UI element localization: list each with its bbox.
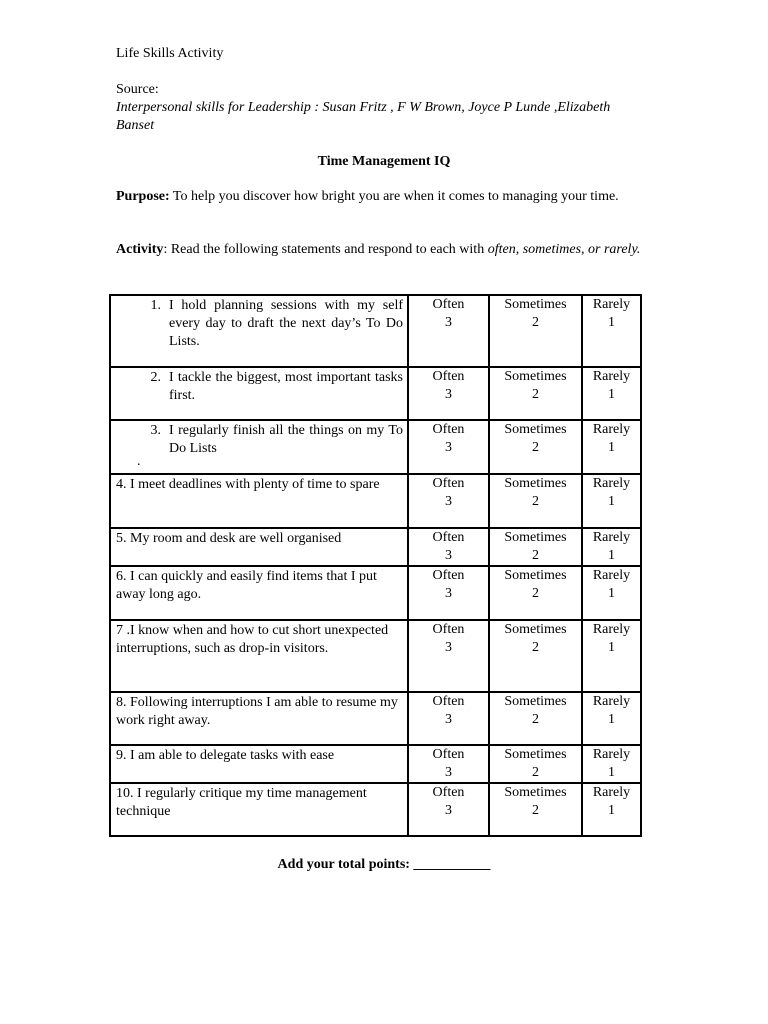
question-number: 1. — [150, 298, 161, 313]
question-row — [110, 692, 641, 745]
option-often-cell[interactable] — [408, 367, 489, 420]
activity-paragraph — [116, 241, 646, 259]
question-text: I hold planning sessions with my self every day to draft the next day’s To Do Lists. — [169, 298, 403, 349]
activity-label: Activity — [116, 242, 164, 257]
option-points: 3 — [445, 440, 452, 455]
option-points: 1 — [608, 548, 615, 563]
option-sometimes-cell[interactable] — [489, 692, 582, 745]
option-points: 2 — [532, 765, 539, 780]
option-sometimes-cell[interactable] — [489, 295, 582, 367]
question-text: 5. My room and desk are well organised — [116, 531, 342, 546]
option-often-cell[interactable] — [408, 692, 489, 745]
question-cell — [110, 566, 408, 620]
option-label: Rarely — [592, 422, 631, 437]
option-points: 3 — [445, 315, 452, 330]
option-points: 3 — [445, 803, 452, 818]
question-cell — [110, 367, 408, 420]
option-often-cell[interactable] — [408, 295, 489, 367]
source-citation: Interpersonal skills for Leadership : Susan Fritz , F W Brown, Joyce P Lunde ,Elizabeth Banset — [116, 100, 611, 133]
option-label: Sometimes — [504, 785, 567, 800]
option-points: 1 — [608, 440, 615, 455]
question-row — [110, 528, 641, 566]
question-row — [110, 420, 641, 474]
option-points: 3 — [445, 586, 452, 601]
option-rarely-cell[interactable] — [582, 295, 641, 367]
option-rarely-cell[interactable] — [582, 745, 641, 783]
option-points: 3 — [445, 387, 452, 402]
option-points: 1 — [608, 803, 615, 818]
option-label: Often — [432, 568, 465, 583]
question-text: I regularly finish all the things on my To Do Lists — [169, 423, 403, 456]
option-points: 1 — [608, 494, 615, 509]
question-row — [110, 566, 641, 620]
option-often-cell[interactable] — [408, 566, 489, 620]
option-label: Sometimes — [504, 568, 567, 583]
option-label: Sometimes — [504, 422, 567, 437]
option-rarely-cell[interactable] — [582, 783, 641, 836]
question-text: 8. Following interruptions I am able to resume my work right away. — [116, 695, 398, 728]
option-label: Rarely — [592, 476, 631, 491]
question-number: 2. — [150, 370, 161, 385]
option-label: Often — [432, 622, 465, 637]
option-points: 3 — [445, 548, 452, 563]
option-rarely-cell[interactable] — [582, 620, 641, 692]
question-cell — [110, 528, 408, 566]
option-label: Sometimes — [504, 530, 567, 545]
option-label: Often — [432, 785, 465, 800]
question-text: 10. I regularly critique my time management technique — [116, 786, 367, 819]
option-label: Rarely — [592, 747, 631, 762]
option-sometimes-cell[interactable] — [489, 367, 582, 420]
question-row — [110, 295, 641, 367]
option-points: 1 — [608, 640, 615, 655]
main-title: Time Management IQ — [317, 154, 451, 169]
option-label: Rarely — [592, 530, 631, 545]
option-points: 3 — [445, 640, 452, 655]
question-text: 9. I am able to delegate tasks with ease — [116, 748, 335, 763]
option-often-cell[interactable] — [408, 620, 489, 692]
option-rarely-cell[interactable] — [582, 692, 641, 745]
option-label: Rarely — [592, 369, 631, 384]
document-title: Life Skills Activity — [116, 46, 224, 61]
option-rarely-cell[interactable] — [582, 420, 641, 474]
option-label: Often — [432, 476, 465, 491]
option-sometimes-cell[interactable] — [489, 783, 582, 836]
question-cell — [110, 420, 408, 474]
option-points: 2 — [532, 548, 539, 563]
option-rarely-cell[interactable] — [582, 566, 641, 620]
option-sometimes-cell[interactable] — [489, 528, 582, 566]
option-rarely-cell[interactable] — [582, 367, 641, 420]
option-points: 3 — [445, 765, 452, 780]
total-points-line: Add your total points: ___________ — [277, 857, 491, 872]
option-rarely-cell[interactable] — [582, 528, 641, 566]
question-text: 6. I can quickly and easily find items that I put away long ago. — [116, 569, 377, 602]
option-points: 2 — [532, 803, 539, 818]
question-cell — [110, 620, 408, 692]
activity-options-text: often, sometimes, or rarely. — [487, 242, 641, 257]
option-label: Rarely — [592, 622, 631, 637]
option-points: 2 — [532, 640, 539, 655]
option-sometimes-cell[interactable] — [489, 566, 582, 620]
option-points: 1 — [608, 712, 615, 727]
option-sometimes-cell[interactable] — [489, 420, 582, 474]
option-label: Often — [432, 422, 465, 437]
question-row — [110, 745, 641, 783]
option-points: 2 — [532, 586, 539, 601]
purpose-text: To help you discover how bright you are when it comes to managing your time. — [169, 189, 619, 204]
question-cell — [110, 474, 408, 528]
option-label: Often — [432, 530, 465, 545]
option-label: Rarely — [592, 297, 631, 312]
option-sometimes-cell[interactable] — [489, 474, 582, 528]
option-points: 1 — [608, 765, 615, 780]
trailing-mark: . — [137, 454, 141, 469]
option-label: Sometimes — [504, 694, 567, 709]
option-points: 2 — [532, 315, 539, 330]
question-cell — [110, 692, 408, 745]
option-often-cell[interactable] — [408, 474, 489, 528]
question-text: 4. I meet deadlines with plenty of time to spare — [116, 477, 380, 492]
option-sometimes-cell[interactable] — [489, 620, 582, 692]
option-points: 2 — [532, 440, 539, 455]
option-label: Sometimes — [504, 476, 567, 491]
option-points: 1 — [608, 315, 615, 330]
option-points: 1 — [608, 586, 615, 601]
option-points: 3 — [445, 712, 452, 727]
question-row — [110, 474, 641, 528]
activity-text: : Read the following statements and respond to each with — [163, 242, 488, 257]
question-text: I tackle the biggest, most important tasks first. — [169, 370, 403, 403]
question-row — [110, 620, 641, 692]
option-label: Sometimes — [504, 369, 567, 384]
option-label: Often — [432, 747, 465, 762]
option-points: 3 — [445, 494, 452, 509]
option-often-cell[interactable] — [408, 745, 489, 783]
option-label: Often — [432, 297, 465, 312]
question-cell — [110, 295, 408, 367]
question-cell — [110, 745, 408, 783]
option-often-cell[interactable] — [408, 783, 489, 836]
source-label: Source: — [116, 82, 159, 97]
option-label: Sometimes — [504, 297, 567, 312]
option-label: Sometimes — [504, 622, 567, 637]
option-label: Sometimes — [504, 747, 567, 762]
option-label: Often — [432, 694, 465, 709]
purpose-paragraph — [116, 188, 646, 206]
option-rarely-cell[interactable] — [582, 474, 641, 528]
option-sometimes-cell[interactable] — [489, 745, 582, 783]
option-often-cell[interactable] — [408, 528, 489, 566]
question-cell — [110, 783, 408, 836]
option-points: 2 — [532, 387, 539, 402]
survey-table — [109, 294, 642, 837]
question-row — [110, 367, 641, 420]
option-points: 2 — [532, 712, 539, 727]
purpose-label: Purpose: — [116, 189, 170, 204]
option-label: Often — [432, 369, 465, 384]
option-label: Rarely — [592, 694, 631, 709]
question-row — [110, 783, 641, 836]
option-points: 2 — [532, 494, 539, 509]
option-points: 1 — [608, 387, 615, 402]
option-label: Rarely — [592, 785, 631, 800]
question-number: 3. — [150, 423, 161, 438]
question-text: 7 .I know when and how to cut short unexpected interruptions, such as drop-in visitors. — [116, 623, 389, 656]
option-label: Rarely — [592, 568, 631, 583]
option-often-cell[interactable] — [408, 420, 489, 474]
